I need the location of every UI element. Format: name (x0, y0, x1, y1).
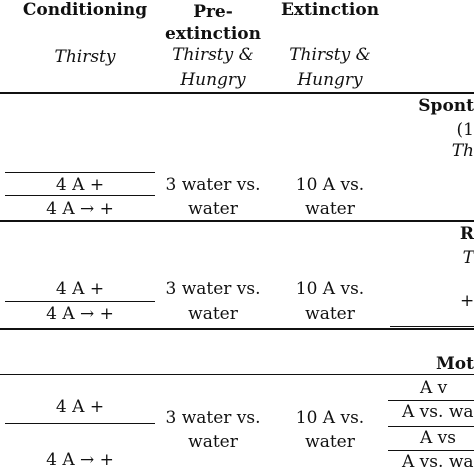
motivation-test-rule-1 (388, 400, 474, 401)
header-rule (0, 92, 474, 94)
col-header-conditioning: Conditioning (22, 0, 148, 20)
spontaneous-title: Spont (418, 96, 474, 116)
reinstatement-title: R (459, 224, 474, 244)
motivation-cond-b: 4 A → + (46, 450, 114, 470)
motivation-test-2: A vs. wa (402, 402, 474, 422)
col-header-pre-extinction-line1: Pre- (193, 2, 233, 22)
section-rule-2 (0, 328, 474, 330)
spontaneous-ext-line1: 10 A vs. (295, 175, 365, 195)
ext-state-line1: Thirsty & (289, 45, 371, 65)
motivation-ext-line2: water (305, 432, 355, 452)
reinstatement-cond-b: 4 A → + (46, 304, 114, 324)
motivation-test-rule-3 (388, 450, 474, 451)
motivation-ext-line1: 10 A vs. (295, 408, 365, 428)
motivation-test-4: A vs. wa (402, 452, 474, 472)
reinstatement-cond-a: 4 A + (55, 279, 105, 299)
spontaneous-cond-a: 4 A + (55, 175, 105, 195)
reinstatement-pre-line1: 3 water vs. (165, 279, 261, 299)
reinstatement-test-fragment: + (460, 291, 474, 311)
reinstatement-cond-divider (5, 301, 155, 302)
motivation-title: Mot (435, 354, 474, 374)
reinstatement-state: T (462, 248, 474, 268)
col-header-pre-extinction-line2: extinction (165, 24, 261, 44)
reinstatement-test-rule (390, 326, 474, 327)
motivation-test-rule-2 (388, 426, 474, 427)
col-header-extinction: Extinction (280, 0, 380, 20)
reinstatement-pre-line2: water (188, 304, 238, 324)
ext-state-line2: Hungry (297, 70, 363, 90)
pre-state-line2: Hungry (180, 70, 246, 90)
reinstatement-ext-line2: water (305, 304, 355, 324)
spontaneous-cond-b: 4 A → + (46, 199, 114, 219)
motivation-cond-divider (5, 423, 155, 424)
motivation-cond-a: 4 A + (55, 397, 105, 417)
section-rule-1 (0, 220, 474, 222)
reinstatement-ext-line1: 10 A vs. (295, 279, 365, 299)
motivation-pre-line2: water (188, 432, 238, 452)
spontaneous-subtitle: (1 (456, 120, 474, 140)
motivation-test-3: A vs (420, 428, 457, 448)
spontaneous-ext-line2: water (305, 199, 355, 219)
spontaneous-state: Th (451, 141, 474, 161)
spontaneous-pre-line1: 3 water vs. (165, 175, 261, 195)
spontaneous-top-rule (5, 172, 155, 173)
motivation-top-rule (0, 374, 474, 375)
pre-state-line1: Thirsty & (172, 45, 254, 65)
cond-state-label: Thirsty (54, 47, 116, 67)
spontaneous-pre-line2: water (188, 199, 238, 219)
motivation-test-1: A v (420, 378, 448, 398)
motivation-pre-line1: 3 water vs. (165, 408, 261, 428)
spontaneous-cond-divider (5, 195, 155, 196)
